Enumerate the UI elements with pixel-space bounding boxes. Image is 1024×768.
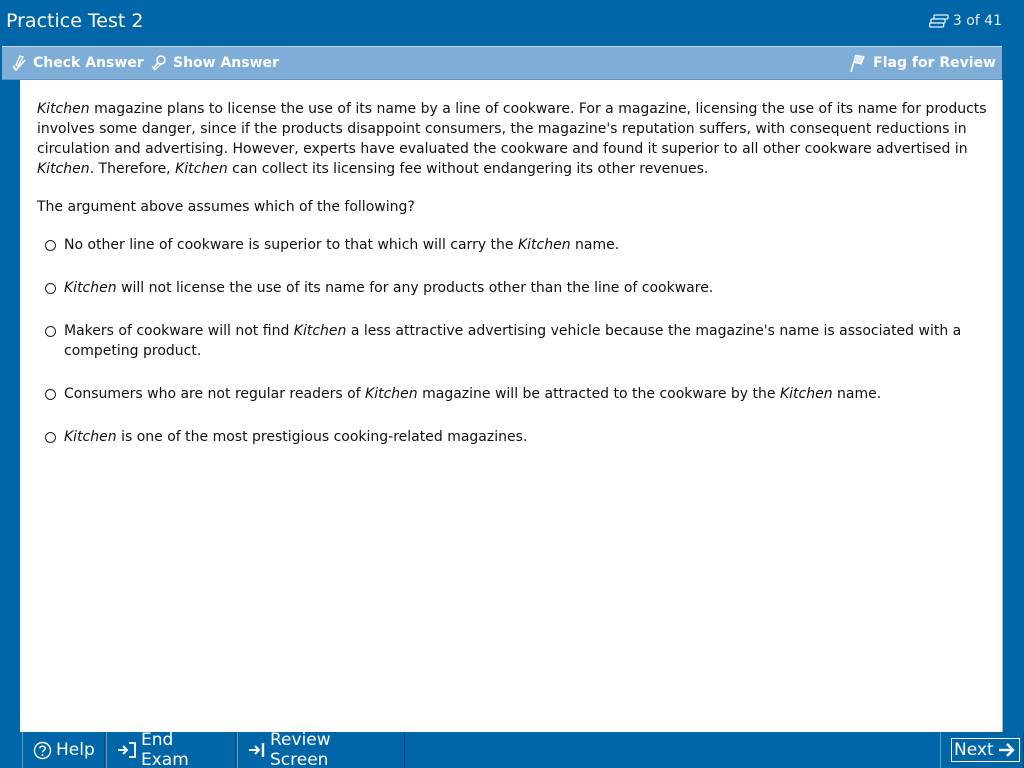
text-run: Makers of cookware will not find	[64, 323, 294, 339]
italic-text-run: Kitchen	[365, 386, 418, 402]
arrow-right-icon	[998, 741, 1016, 759]
text-run: will not license the use of its name for any products other than the line of cookware.	[116, 280, 714, 296]
text-run: . Therefore,	[89, 161, 176, 177]
progress-text: 3 of 41	[952, 13, 1002, 29]
italic-text-run: Kitchen	[175, 161, 228, 177]
check-pencil-icon	[10, 54, 28, 72]
arrow-to-bar-icon	[248, 741, 266, 759]
exit-arrow-icon	[117, 741, 137, 759]
text-run: a less attractive advertising vehicle because the magazine's name is associated with a competing product.	[64, 323, 962, 359]
question-circle-icon	[33, 741, 52, 760]
italic-text-run: Kitchen	[293, 323, 347, 339]
text-run: is one of the most prestigious cooking-related magazines.	[116, 429, 528, 445]
next-button-frame	[951, 738, 1020, 762]
magnifier-icon	[150, 54, 168, 72]
review-screen-label: Review Screen	[270, 730, 331, 768]
flag-icon	[848, 53, 868, 73]
show-answer-label: Show Answer	[173, 55, 279, 71]
answer-choices	[37, 235, 987, 447]
title-bar	[0, 0, 1024, 46]
next-button[interactable]	[940, 732, 1024, 768]
italic-text-run: Kitchen	[517, 237, 571, 253]
text-run: name.	[570, 237, 620, 253]
flag-for-review-label: Flag for Review	[873, 55, 996, 71]
answer-radio-button[interactable]	[45, 240, 56, 251]
review-screen-button[interactable]	[237, 732, 405, 768]
next-label: Next	[954, 740, 994, 760]
text-run: magazine will be attracted to the cookware by the	[417, 386, 780, 402]
help-button[interactable]	[22, 732, 105, 768]
text-run: Consumers who are not regular readers of	[64, 386, 366, 402]
question-stem: The argument above assumes which of the following?	[37, 199, 415, 215]
italic-text-run: Kitchen	[779, 386, 833, 402]
question-toolbar	[2, 46, 1002, 80]
answer-choice[interactable]	[37, 427, 987, 447]
answer-radio-button[interactable]	[45, 326, 56, 337]
answer-choice[interactable]	[37, 384, 987, 404]
text-run: magazine plans to license the use of its name by a line of cookware. For a magazine, licensing the use of its name for products involves some danger, since if the products disappoint consumers, the magazine's reputation suffers, with consequent reductions in circulation and advertising. However, experts have evaluated the cookware and found it superior to all other cookware advertised in	[37, 101, 987, 157]
end-exam-label: End Exam	[141, 730, 189, 768]
flag-for-review-button[interactable]	[848, 47, 996, 79]
answer-choice[interactable]	[37, 321, 987, 361]
answer-choice-text	[64, 429, 527, 445]
answer-choice-text	[64, 237, 619, 253]
answer-choice[interactable]	[37, 235, 987, 255]
italic-text-run: Kitchen	[37, 101, 90, 117]
question-progress	[929, 13, 1002, 29]
check-answer-button[interactable]	[10, 47, 144, 79]
pages-icon	[929, 14, 949, 28]
bottom-navigation-bar	[0, 732, 1024, 768]
answer-radio-button[interactable]	[45, 283, 56, 294]
italic-text-run: Kitchen	[37, 161, 90, 177]
italic-text-run: Kitchen	[64, 429, 117, 445]
question-passage	[37, 99, 987, 179]
check-answer-label: Check Answer	[33, 55, 144, 71]
answer-radio-button[interactable]	[45, 432, 56, 443]
answer-choice-text	[64, 323, 961, 359]
answer-choice-text	[64, 386, 881, 402]
text-run: name.	[832, 386, 882, 402]
answer-choice[interactable]	[37, 278, 987, 298]
answer-choice-text	[64, 280, 713, 296]
show-answer-button[interactable]	[150, 47, 279, 79]
question-body	[37, 99, 987, 470]
italic-text-run: Kitchen	[64, 280, 117, 296]
answer-radio-button[interactable]	[45, 389, 56, 400]
text-run: can collect its licensing fee without endangering its other revenues.	[227, 161, 709, 177]
help-label: Help	[56, 740, 95, 760]
text-run: No other line of cookware is superior to that which will carry the	[64, 237, 518, 253]
question-panel	[20, 80, 1003, 732]
test-title: Practice Test 2	[6, 10, 144, 32]
end-exam-button[interactable]	[106, 732, 236, 768]
